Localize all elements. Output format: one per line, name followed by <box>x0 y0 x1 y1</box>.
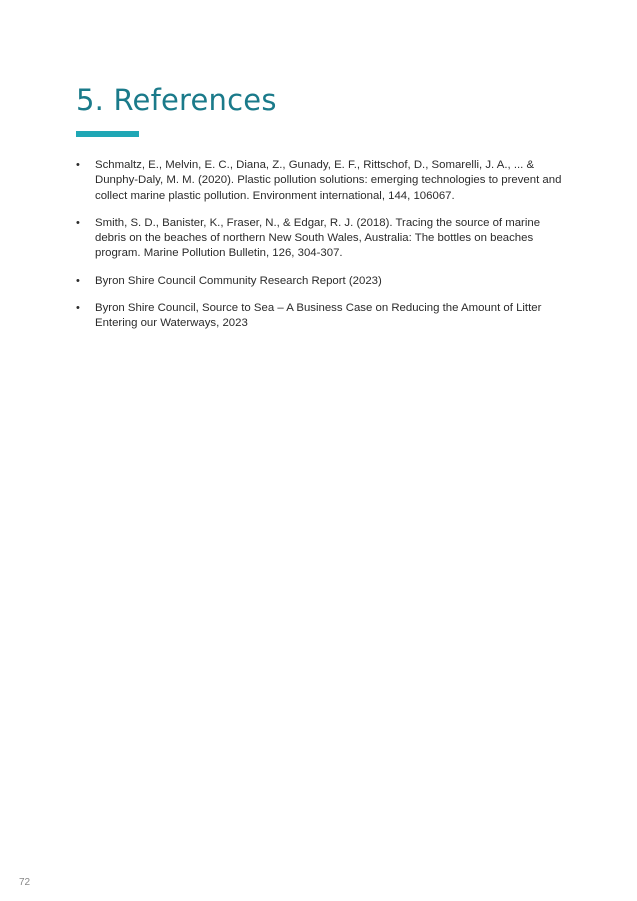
bullet-icon: • <box>76 159 80 171</box>
reference-text: Byron Shire Council Community Research Report (2023) <box>95 274 382 287</box>
reference-item <box>76 158 566 204</box>
bullet-icon: • <box>76 216 80 229</box>
reference-item <box>76 216 566 262</box>
reference-item <box>76 301 566 332</box>
page-number: 72 <box>19 877 31 888</box>
bullet-icon: • <box>76 274 80 287</box>
reference-text: Smith, S. D., Banister, K., Fraser, N., & Edgar, R. J. (2018). Tracing the source of marine debris on the beaches of northern New South Wales, Australia: The bottles on beaches program. Marine Pollution Bulletin, 126, 304-307. <box>95 216 541 260</box>
reference-item <box>76 274 566 289</box>
page-title: 5. References <box>76 83 277 117</box>
reference-text: Byron Shire Council, Source to Sea – A Business Case on Reducing the Amount of Litter Entering our Waterways, 2023 <box>95 302 542 330</box>
reference-list <box>76 158 566 344</box>
title-underline <box>76 131 139 137</box>
bullet-icon: • <box>76 302 80 315</box>
reference-text: Schmaltz, E., Melvin, E. C., Diana, Z., Gunady, E. F., Rittschof, D., Somarelli, J. A., ... & Dunphy-Daly, M. M. (2020). Plastic pollution solutions: emerging technologies to prevent and collect marine plastic pollution. Environment international, 144, 106067. <box>95 159 562 202</box>
